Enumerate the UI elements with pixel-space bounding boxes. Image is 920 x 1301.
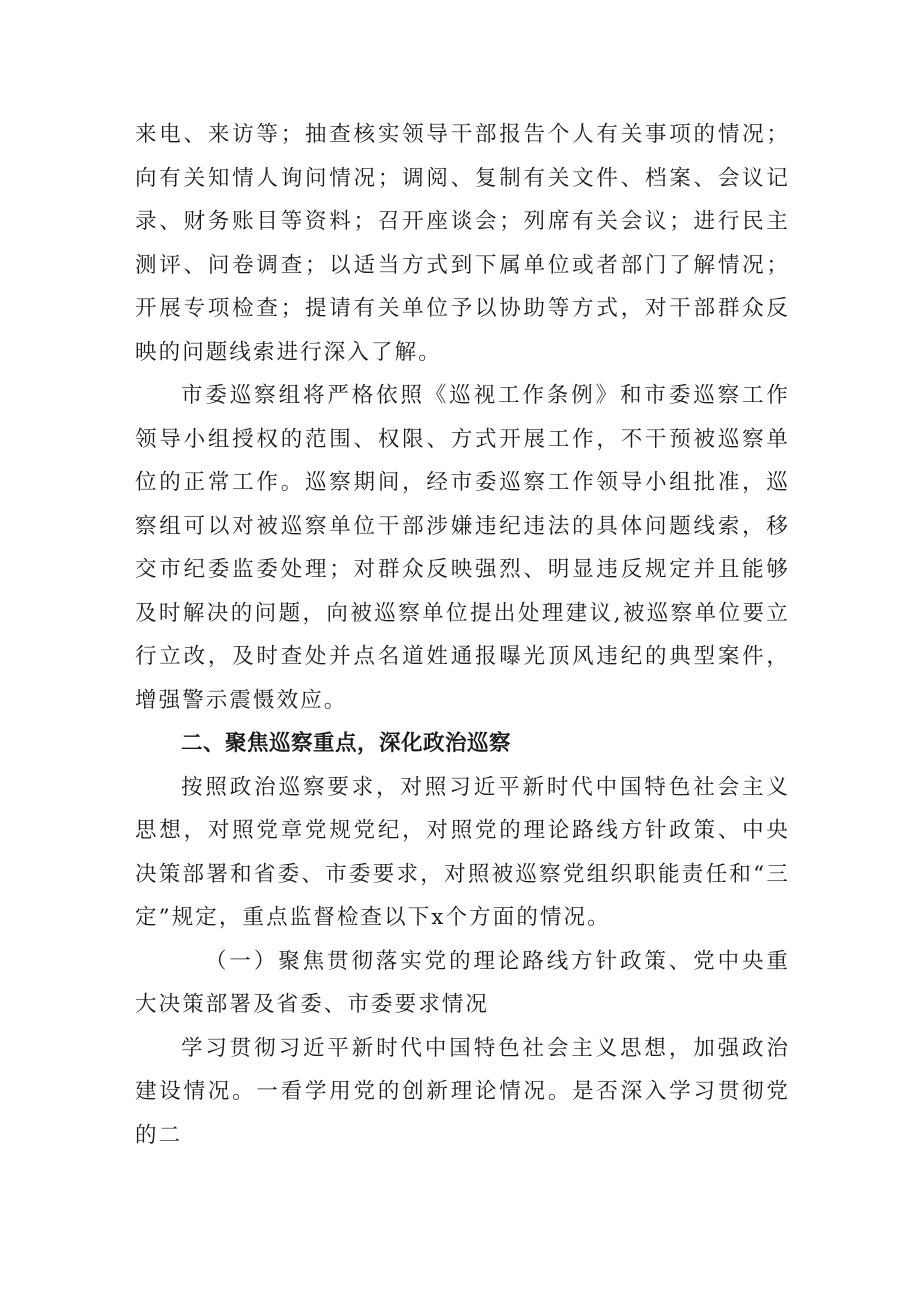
document-body (135, 113, 790, 1157)
paragraph-study-implementation: 学习贯彻习近平新时代中国特色社会主义思想，加强政治建设情况。一看学用党的创新理论情况。是否深入学习贯彻党的二 (135, 1035, 790, 1148)
section-heading: 二、聚焦巡察重点，深化政治巡察 (181, 731, 512, 756)
paragraph-continuation: 来电、来访等；抽查核实领导干部报告个人有关事项的情况；向有关知情人询问情况；调阅、复制有关文件、档案、会议记录、财务账目等资料；召开座谈会；列席有关会议；进行民主测评、问卷调查；以适当方式到下属单位或者部门了解情况；开展专项检查；提请有关单位予以协助等方式，对干部群众反映的问题线索进行深入了解。 (135, 122, 790, 365)
paragraph-inspection-requirements: 按照政治巡察要求，对照习近平新时代中国特色社会主义思想，对照党章党规党纪，对照党的理论路线方针政策、中央决策部署和省委、市委要求，对照被巡察党组织职能责任和“三定”规定，重点监督检查以下x个方面的情况。 (135, 774, 790, 930)
subsection-heading: （一）聚焦贯彻落实党的理论路线方针政策、党中央重大决策部署及省委、市委要求情况 (135, 948, 790, 1017)
paragraph-inspection-rules: 市委巡察组将严格依照《巡视工作条例》和市委巡察工作领导小组授权的范围、权限、方式开展工作，不干预被巡察单位的正常工作。巡察期间，经市委巡察工作领导小组批准，巡察组可以对被巡察单位干部涉嫌违纪违法的具体问题线索，移交市纪委监委处理；对群众反映强烈、明显违反规定并且能够及时解决的问题，向被巡察单位提出处理建议,被巡察单位要立行立改，及时查处并点名道姓通报曝光顶风违纪的典型案件，增强警示震慑效应。 (135, 383, 790, 713)
